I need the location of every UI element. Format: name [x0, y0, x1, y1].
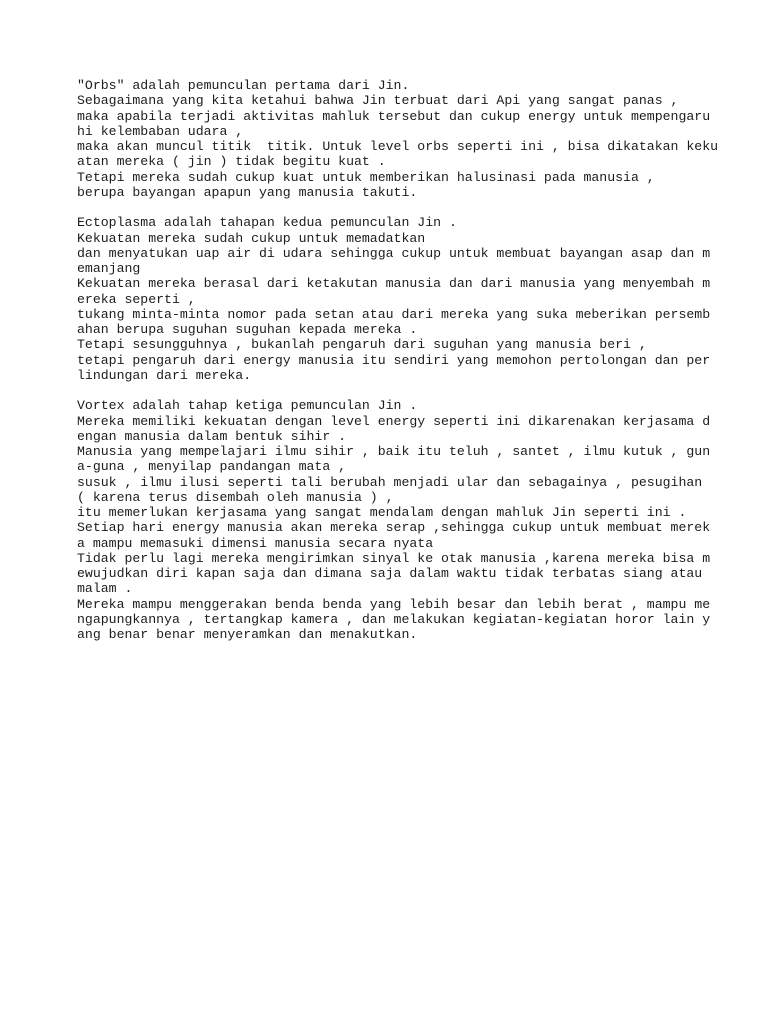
text-line: Mereka memiliki kekuatan dengan level energy seperti ini dikarenakan kerjasama d [77, 413, 711, 429]
text-line: susuk , ilmu ilusi seperti tali berubah menjadi ular dan sebagainya , pesugihan [77, 474, 703, 490]
text-line: Tidak perlu lagi mereka mengirimkan sinyal ke otak manusia ,karena mereka bisa m [77, 550, 711, 566]
text-line: hi kelembaban udara , [77, 123, 244, 139]
text-line: engan manusia dalam bentuk sihir . [77, 428, 347, 444]
text-line: Sebagaimana yang kita ketahui bahwa Jin terbuat dari Api yang sangat panas , [77, 93, 679, 109]
text-line: berupa bayangan apapun yang manusia takuti. [77, 184, 418, 200]
text-line: atan mereka ( jin ) tidak begitu kuat . [77, 154, 386, 170]
text-line: maka akan muncul titik titik. Untuk level orbs seperti ini , bisa dikatakan keku [77, 139, 719, 154]
text-line: Mereka mampu menggerakan benda benda yang lebih besar dan lebih berat , mampu me [77, 596, 711, 612]
text-line: ahan berupa suguhan suguhan kepada mereka . [77, 322, 418, 337]
text-line: Kekuatan mereka berasal dari ketakutan manusia dan dari manusia yang menyembah m [77, 276, 711, 292]
text-line: dan menyatukan uap air di udara sehingga cukup untuk membuat bayangan asap dan m [77, 245, 711, 261]
text-line: Tetapi mereka sudah cukup kuat untuk memberikan halusinasi pada manusia , [77, 169, 655, 185]
text-line: lindungan dari mereka. [77, 367, 252, 383]
paragraph [77, 215, 757, 383]
paragraph [77, 398, 757, 642]
text-line: Setiap hari energy manusia akan mereka serap ,sehingga cukup untuk membuat merek [77, 520, 711, 536]
text-line: malam . [77, 581, 133, 597]
text-line: "Orbs" adalah pemunculan pertama dari Jin. [77, 78, 410, 93]
text-line: Ectoplasma adalah tahapan kedua pemunculan Jin . [77, 215, 457, 231]
text-line: Kekuatan mereka sudah cukup untuk memadatkan [77, 230, 426, 246]
text-line: ang benar benar menyeramkan dan menakutkan. [77, 627, 418, 642]
text-line: Manusia yang mempelajari ilmu sihir , baik itu teluh , santet , ilmu kutuk , gun [77, 444, 711, 459]
text-line: ( karena terus disembah oleh manusia ) , [77, 489, 394, 505]
document-body [77, 78, 757, 642]
text-line: ngapungkannya , tertangkap kamera , dan melakukan kegiatan-kegiatan horor lain y [77, 611, 711, 627]
text-line: ereka seperti , [77, 291, 196, 307]
text-line: Tetapi sesungguhnya , bukanlah pengaruh dari suguhan yang manusia beri , [77, 337, 647, 353]
text-line: maka apabila terjadi aktivitas mahluk tersebut dan cukup energy untuk mempengaru [77, 108, 711, 124]
text-line: emanjang [77, 261, 141, 276]
text-line: a mampu memasuki dimensi manusia secara nyata [77, 535, 434, 551]
text-line: tukang minta-minta nomor pada setan atau dari mereka yang suka meberikan persemb [77, 306, 711, 322]
text-line: a-guna , menyilap pandangan mata , [77, 459, 347, 475]
text-line: Vortex adalah tahap ketiga pemunculan Jin . [77, 398, 418, 414]
text-line: ewujudkan diri kapan saja dan dimana saja dalam waktu tidak terbatas siang atau [77, 566, 703, 581]
text-line: itu memerlukan kerjasama yang sangat mendalam dengan mahluk Jin seperti ini . [77, 505, 687, 520]
paragraph [77, 78, 757, 200]
text-line: tetapi pengaruh dari energy manusia itu sendiri yang memohon pertolongan dan per [77, 352, 711, 368]
